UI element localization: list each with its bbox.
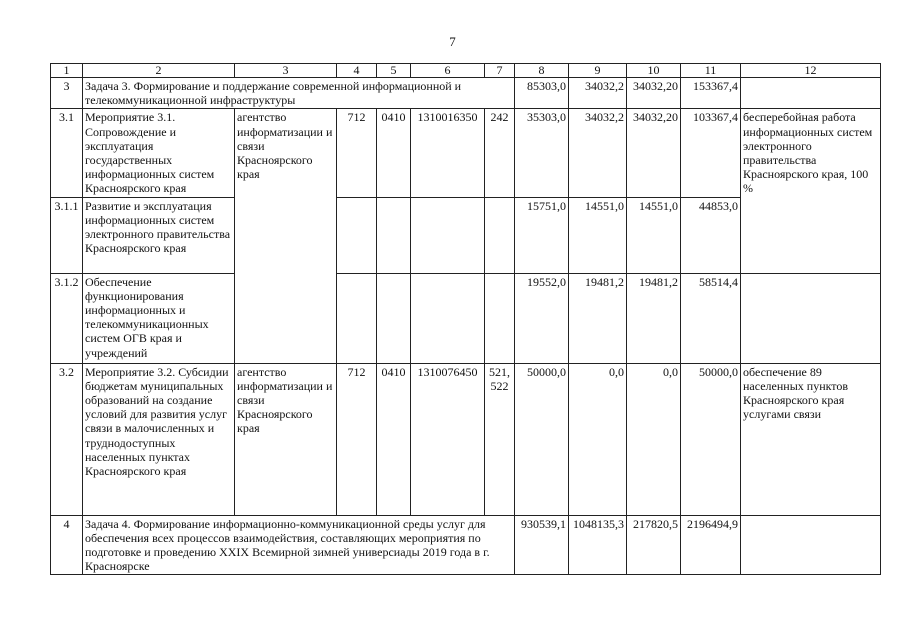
code-vr xyxy=(485,273,515,363)
header-cell: 8 xyxy=(515,64,569,78)
header-cell: 11 xyxy=(681,64,741,78)
header-cell: 5 xyxy=(377,64,411,78)
amount-2019: 34032,20 xyxy=(627,78,681,109)
agency-cell: агентство информатизации и связи Красноярского края xyxy=(235,363,337,515)
header-cell: 12 xyxy=(741,64,881,78)
table-row-3-1-2 xyxy=(51,273,881,363)
amount-2019: 19481,2 xyxy=(627,273,681,363)
amount-2018: 0,0 xyxy=(569,363,627,515)
table-row-task3 xyxy=(51,78,881,109)
amount-2017: 35303,0 xyxy=(515,109,569,197)
result-cell: бесперебойная работа информационных систем электронного правительства Красноярского края, 100 % xyxy=(741,109,881,273)
amount-2019: 14551,0 xyxy=(627,197,681,273)
amount-2018: 34032,2 xyxy=(569,109,627,197)
amount-2018: 19481,2 xyxy=(569,273,627,363)
code-gr xyxy=(337,197,377,273)
budget-table xyxy=(50,63,881,575)
header-cell: 7 xyxy=(485,64,515,78)
code-vr xyxy=(485,197,515,273)
amount-2017: 85303,0 xyxy=(515,78,569,109)
header-cell: 9 xyxy=(569,64,627,78)
row-number: 3.1 xyxy=(51,109,83,197)
row-number: 3.2 xyxy=(51,363,83,515)
amount-2017: 19552,0 xyxy=(515,273,569,363)
code-gr: 712 xyxy=(337,109,377,197)
page-number: 7 xyxy=(449,34,456,49)
header-row xyxy=(51,64,881,78)
row-number: 3 xyxy=(51,78,83,109)
result-cell: обеспечение 89 населенных пунктов Красноярского края услугами связи xyxy=(741,363,881,515)
amount-total: 44853,0 xyxy=(681,197,741,273)
code-vr: 521, 522 xyxy=(485,363,515,515)
table-row-3-2 xyxy=(51,363,881,515)
amount-2019: 34032,20 xyxy=(627,109,681,197)
code-csr: 1310076450 xyxy=(411,363,485,515)
code-rzpr xyxy=(377,197,411,273)
amount-2018: 34032,2 xyxy=(569,78,627,109)
agency-cell: агентство информатизации и связи Красноярского края xyxy=(235,109,337,363)
measure-name: Развитие и эксплуатация информационных систем электронного правительства Красноярского края xyxy=(83,197,235,273)
code-vr: 242 xyxy=(485,109,515,197)
header-cell: 6 xyxy=(411,64,485,78)
header-cell: 1 xyxy=(51,64,83,78)
amount-total: 153367,4 xyxy=(681,78,741,109)
amount-2019: 217820,5 xyxy=(627,515,681,575)
row-number: 4 xyxy=(51,515,83,575)
code-csr xyxy=(411,197,485,273)
result-cell xyxy=(741,273,881,363)
code-rzpr xyxy=(377,273,411,363)
measure-name: Мероприятие 3.1. Сопровождение и эксплуатация государственных информационных систем Красноярского края xyxy=(83,109,235,197)
table-row-task4 xyxy=(51,515,881,575)
code-gr: 712 xyxy=(337,363,377,515)
measure-name: Обеспечение функционирования информационных и телекоммуникационных систем ОГВ края и учреждений xyxy=(83,273,235,363)
measure-name: Мероприятие 3.2. Субсидии бюджетам муниципальных образований на создание условий для развития услуг связи в малочисленных и труднодоступных населенных пунктах Красноярского края xyxy=(83,363,235,515)
task-title: Задача 3. Формирование и поддержание современной информационной и телекоммуникационной инфраструктуры xyxy=(83,78,515,109)
amount-2017: 930539,1 xyxy=(515,515,569,575)
code-csr: 1310016350 xyxy=(411,109,485,197)
code-rzpr: 0410 xyxy=(377,363,411,515)
amount-2017: 15751,0 xyxy=(515,197,569,273)
amount-total: 50000,0 xyxy=(681,363,741,515)
header-cell: 4 xyxy=(337,64,377,78)
code-gr xyxy=(337,273,377,363)
amount-2017: 50000,0 xyxy=(515,363,569,515)
amount-2018: 14551,0 xyxy=(569,197,627,273)
amount-2018: 1048135,3 xyxy=(569,515,627,575)
header-cell: 10 xyxy=(627,64,681,78)
row-number: 3.1.2 xyxy=(51,273,83,363)
header-cell: 2 xyxy=(83,64,235,78)
amount-total: 58514,4 xyxy=(681,273,741,363)
amount-total: 103367,4 xyxy=(681,109,741,197)
table-row-3-1 xyxy=(51,109,881,197)
header-cell: 3 xyxy=(235,64,337,78)
row-number: 3.1.1 xyxy=(51,197,83,273)
amount-total: 2196494,9 xyxy=(681,515,741,575)
result-cell xyxy=(741,515,881,575)
result-cell xyxy=(741,78,881,109)
code-csr xyxy=(411,273,485,363)
task-title: Задача 4. Формирование информационно-коммуникационной среды услуг для обеспечения всех процессов взаимодействия, составляющих мероприятия по подготовке и проведению XXIX Всемирной зимней универсиады 2019 года в г. Красноярске xyxy=(83,515,515,575)
code-rzpr: 0410 xyxy=(377,109,411,197)
amount-2019: 0,0 xyxy=(627,363,681,515)
